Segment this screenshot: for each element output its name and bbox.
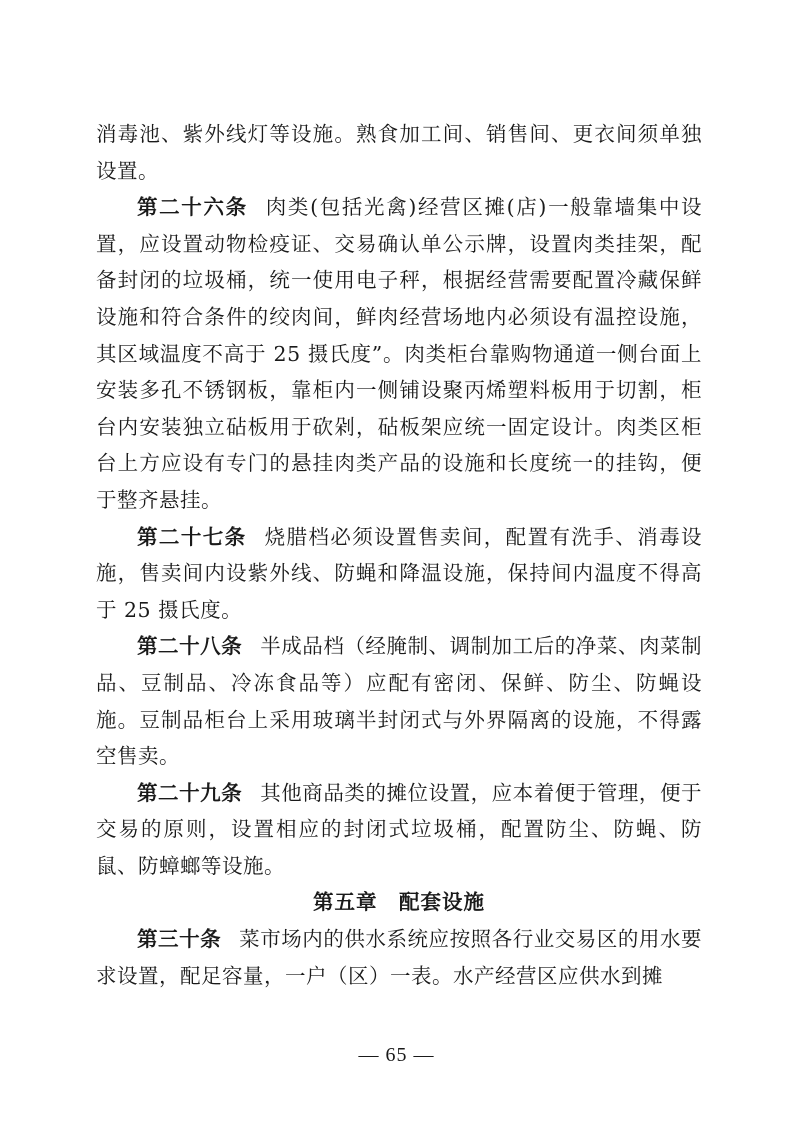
article-28 [96, 628, 702, 774]
article-number: 第二十八条 [137, 634, 243, 659]
chapter-heading: 第五章 配套设施 [313, 890, 485, 915]
article-number: 第二十六条 [137, 195, 248, 220]
body-text [96, 116, 702, 994]
article-27 [96, 519, 702, 629]
article-number: 第三十条 [137, 927, 222, 952]
page-number: — 65 — [358, 1044, 435, 1066]
article-text: 其他商品类的摊位设置，应本着便于管理，便于交易的原则，设置相应的封闭式垃圾桶，配置防尘、防蝇、防鼠、防蟑螂等设施。 [96, 780, 703, 878]
article-text: 半成品档（经腌制、调制加工后的净菜、肉菜制品、豆制品、冷冻食品等）应配有密闭、保鲜、防尘、防蝇设施。豆制品柜台上采用玻璃半封闭式与外界隔离的设施，不得露空售卖。 [96, 634, 703, 769]
article-text: 菜市场内的供水系统应按照各行业交易区的用水要求设置，配足容量，一户（区）一表。水产经营区应供水到摊 [96, 927, 703, 988]
paragraph-continued [96, 116, 702, 189]
article-29 [96, 775, 702, 885]
article-30 [96, 921, 702, 994]
article-26 [96, 189, 702, 518]
article-text: 肉类(包括光禽)经营区摊(店)一般靠墙集中设置，应设置动物检疫证、交易确认单公示牌，设置肉类挂架，配备封闭的垃圾桶，统一使用电子秤，根据经营需要配置冷藏保鲜设施和符合条件的绞肉间，鲜肉经营场地内必须设有温控设施，其区域温度不高于 25 摄氏度”。肉类柜台靠购物通道一侧台面上安装多孔不锈钢板，靠柜内一侧铺设聚丙烯塑料板用于切割，柜台内安装独立砧板用于砍剁，砧板架应统一固定设计。肉类区柜台上方应设有专门的悬挂肉类产品的设施和长度统一的挂钩，便于整齐悬挂。 [96, 195, 703, 512]
article-number: 第二十九条 [137, 780, 243, 805]
article-text: 烧腊档必须设置售卖间，配置有洗手、消毒设施，售卖间内设紫外线、防蝇和降温设施，保持间内温度不得高于 25 摄氏度。 [96, 524, 703, 622]
paragraph-text: 消毒池、紫外线灯等设施。熟食加工间、销售间、更衣间须单独设置。 [96, 122, 702, 183]
article-number: 第二十七条 [137, 524, 247, 549]
